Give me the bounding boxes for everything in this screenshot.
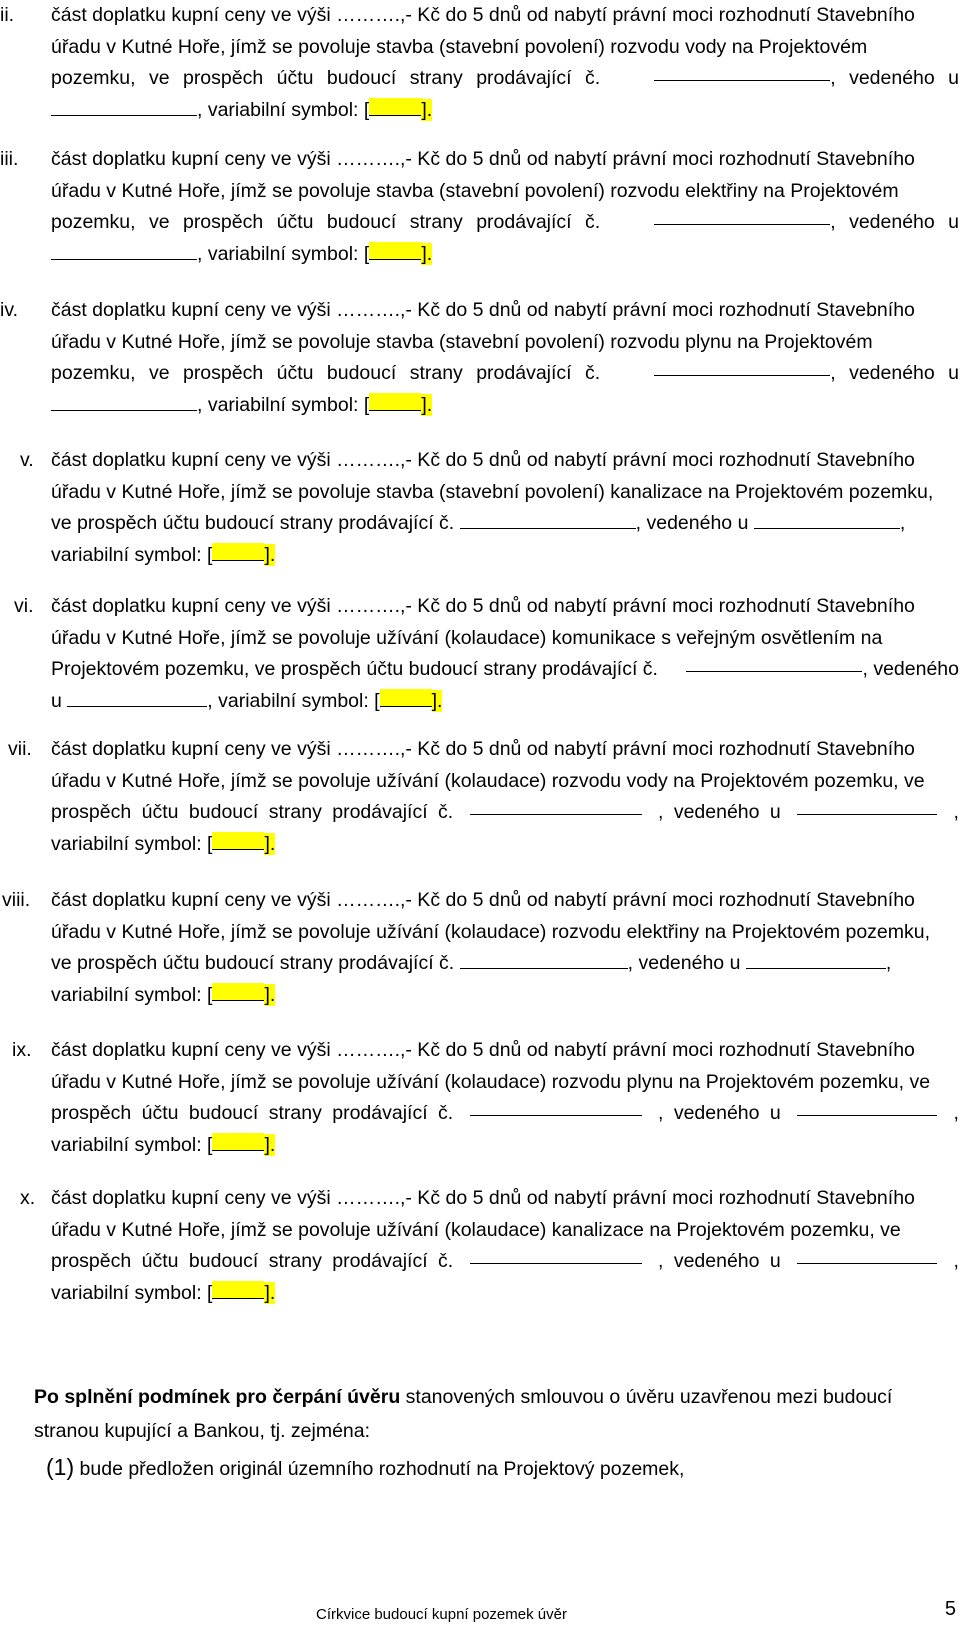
account-number-blank xyxy=(460,951,628,969)
clause-text-part: ]. xyxy=(421,393,433,416)
clause-text-part: ]. xyxy=(264,983,276,1006)
clause-line: část doplatku kupní ceny ve výši ……….,- Kč do 5 dnů od nabytí právní moci rozhodnutí Stavebního xyxy=(51,4,915,26)
bank-name-blank xyxy=(51,393,197,411)
clause-line: úřadu v Kutné Hoře, jímž se povoluje užívání (kolaudace) rozvodu plynu na Projektovém pozemku, ve xyxy=(51,1070,931,1093)
clause-text-part: ]. xyxy=(264,1281,276,1304)
clause-text-part: pozemku, ve prospěch účtu budoucí strany prodávající č. xyxy=(51,362,601,385)
clause-line: úřadu v Kutné Hoře, jímž se povoluje užívání (kolaudace) komunikace s veřejným osvětlením na xyxy=(51,626,883,649)
clause-text-part: variabilní symbol: [ xyxy=(51,543,213,566)
condition-item-1 xyxy=(46,1452,684,1484)
clause-line xyxy=(51,390,959,422)
clause-text xyxy=(51,445,959,571)
clause-line: část doplatku kupní ceny ve výši ……….,- Kč do 5 dnů od nabytí právní moci rozhodnutí Stavebního xyxy=(51,299,915,321)
variable-symbol-blank xyxy=(212,832,264,850)
blank-field xyxy=(600,358,959,390)
clause-text-part: , xyxy=(899,512,906,535)
clause-text-part: , vedeného u xyxy=(627,952,741,975)
variable-symbol-blank xyxy=(212,1281,264,1299)
paragraph-text: stanovených smlouvou o úvěru uzavřenou mezi budoucí xyxy=(400,1386,893,1408)
clause-line xyxy=(51,358,959,390)
clause-text-part: , vedeného u xyxy=(830,67,959,90)
clause-text-part: , variabilní symbol: [ xyxy=(197,98,370,121)
bank-name-blank xyxy=(797,1246,937,1264)
clause-text-part: variabilní symbol: [ xyxy=(51,1281,213,1304)
clause-text-part: , variabilní symbol: [ xyxy=(197,393,370,416)
variable-symbol-blank xyxy=(369,242,421,260)
clause-line: úřadu v Kutné Hoře, jímž se povoluje stavba (stavební povolení) rozvodu plynu na Projektovém xyxy=(51,330,873,353)
variable-symbol-blank xyxy=(212,1133,264,1151)
clause-number: viii. xyxy=(2,889,31,911)
clause-line xyxy=(51,829,959,861)
clause-text-part: , xyxy=(953,1102,959,1125)
clause-number: x. xyxy=(20,1187,36,1209)
bank-name-blank xyxy=(797,1098,937,1116)
bank-name-blank xyxy=(746,951,886,969)
clause-number: vi. xyxy=(14,595,34,617)
clause-line: úřadu v Kutné Hoře, jímž se povoluje užívání (kolaudace) rozvodu vody na Projektovém pozemku, ve xyxy=(51,769,925,792)
clause-text-part: , variabilní symbol: [ xyxy=(197,242,370,265)
account-number-blank xyxy=(470,1098,642,1116)
clause-text-part: , vedeného u xyxy=(830,362,959,385)
account-number-blank xyxy=(460,511,636,529)
clause-text-part: ]. xyxy=(421,242,433,265)
item-number: (1) xyxy=(46,1454,75,1480)
bold-heading: Po splnění podmínek pro čerpání úvěru xyxy=(34,1386,401,1408)
clause-line: část doplatku kupní ceny ve výši ……….,- Kč do 5 dnů od nabytí právní moci rozhodnutí Stavebního xyxy=(51,1187,915,1209)
clause-text-part: prospěch účtu budoucí strany prodávající č. xyxy=(51,1102,454,1125)
variable-symbol-blank xyxy=(369,98,421,116)
clause-text-part: ]. xyxy=(264,543,276,566)
clause-line xyxy=(51,207,959,239)
clause-text-part: , vedeného u xyxy=(658,1102,781,1125)
clause-line xyxy=(51,239,959,271)
clause-line: část doplatku kupní ceny ve výši ……….,- Kč do 5 dnů od nabytí právní moci rozhodnutí Stavebního xyxy=(51,738,915,760)
clause-line: úřadu v Kutné Hoře, jímž se povoluje stavba (stavební povolení) rozvodu elektřiny na Projektovém xyxy=(51,179,899,202)
clause-text-part: ]. xyxy=(264,1133,276,1156)
clause-text xyxy=(51,885,959,1011)
clause-text-part: , vedeného u xyxy=(635,512,749,535)
clause-text-part: ]. xyxy=(431,689,443,712)
clause-line: část doplatku kupní ceny ve výši ……….,- Kč do 5 dnů od nabytí právní moci rozhodnutí Stavebního xyxy=(51,889,915,911)
clause-line xyxy=(51,980,959,1012)
clause-text xyxy=(51,0,959,126)
clause-text-part: , xyxy=(885,952,892,975)
variable-symbol-blank xyxy=(212,543,264,561)
clause-line xyxy=(51,948,959,980)
clause-line: úřadu v Kutné Hoře, jímž se povoluje stavba (stavební povolení) kanalizace na Projektovém pozemku, xyxy=(51,480,934,503)
clause-number: v. xyxy=(20,449,34,471)
clause-text xyxy=(51,734,959,860)
account-number-blank xyxy=(470,1246,642,1264)
clause-line: část doplatku kupní ceny ve výši ……….,- Kč do 5 dnů od nabytí právní moci rozhodnutí Stavebního xyxy=(51,1039,915,1061)
clause-text-part: , vedeného u xyxy=(830,211,959,234)
clause-line xyxy=(51,797,959,829)
page-number: 5 xyxy=(944,1598,956,1620)
clause-line xyxy=(51,1246,959,1278)
clause-line: úřadu v Kutné Hoře, jímž se povoluje užívání (kolaudace) rozvodu elektřiny na Projektovém pozemku, xyxy=(51,920,931,943)
clause-text-part: prospěch účtu budoucí strany prodávající č. xyxy=(51,1250,454,1273)
clause-line xyxy=(51,686,959,718)
account-number-blank xyxy=(654,358,830,376)
clause-text xyxy=(51,295,959,421)
clause-text-part: variabilní symbol: [ xyxy=(51,1133,213,1156)
clause-text xyxy=(51,1183,959,1309)
clause-line xyxy=(51,95,959,127)
clause-text-part: u xyxy=(51,689,62,712)
clause-text-part: , vedeného xyxy=(862,658,959,681)
clause-line xyxy=(51,540,959,572)
bank-name-blank xyxy=(51,98,197,116)
blank-field xyxy=(600,207,959,239)
clause-text-part: pozemku, ve prospěch účtu budoucí strany prodávající č. xyxy=(51,67,601,90)
clause-text-part: ve prospěch účtu budoucí strany prodávající č. xyxy=(51,512,455,535)
clause-number: ii. xyxy=(0,4,15,26)
clause-text xyxy=(51,591,959,717)
clause-text-part: , vedeného u xyxy=(658,1250,781,1273)
clause-number: iv. xyxy=(0,299,19,321)
variable-symbol-blank xyxy=(212,983,264,1001)
account-number-blank xyxy=(470,797,642,815)
paragraph-text: stranou kupující a Bankou, tj. zejména: xyxy=(34,1420,371,1442)
clause-line: část doplatku kupní ceny ve výši ……….,- Kč do 5 dnů od nabytí právní moci rozhodnutí Stavebního xyxy=(51,449,915,471)
clause-text-part: ]. xyxy=(264,832,276,855)
bank-name-blank xyxy=(51,242,197,260)
account-number-blank xyxy=(654,207,830,225)
clause-line xyxy=(51,1098,959,1130)
clause-text-part: prospěch účtu budoucí strany prodávající č. xyxy=(51,801,454,824)
clause-text-part: , xyxy=(953,801,959,824)
clause-text-part: variabilní symbol: [ xyxy=(51,983,213,1006)
variable-symbol-blank xyxy=(369,393,421,411)
variable-symbol-blank xyxy=(380,689,432,707)
drawdown-conditions-paragraph xyxy=(34,1380,958,1448)
clause-text-part: pozemku, ve prospěch účtu budoucí strany prodávající č. xyxy=(51,211,601,234)
clause-line xyxy=(51,1278,959,1310)
footer-document-title: Církvice budoucí kupní pozemek úvěr xyxy=(316,1606,567,1623)
clause-line: úřadu v Kutné Hoře, jímž se povoluje stavba (stavební povolení) rozvodu vody na Projektovém xyxy=(51,35,868,58)
clause-line xyxy=(51,63,959,95)
clause-line: část doplatku kupní ceny ve výši ……….,- Kč do 5 dnů od nabytí právní moci rozhodnutí Stavebního xyxy=(51,595,915,617)
account-number-blank xyxy=(654,63,830,81)
clause-number: ix. xyxy=(12,1039,32,1061)
clause-line xyxy=(51,654,959,686)
item-text: bude předložen originál územního rozhodnutí na Projektový pozemek, xyxy=(74,1458,685,1480)
clause-line: úřadu v Kutné Hoře, jímž se povoluje užívání (kolaudace) kanalizace na Projektovém pozemku, ve xyxy=(51,1218,901,1241)
bank-name-blank xyxy=(797,797,937,815)
clause-text-part: ve prospěch účtu budoucí strany prodávající č. xyxy=(51,952,455,975)
clause-text xyxy=(51,144,959,270)
clause-text-part: , variabilní symbol: [ xyxy=(207,689,380,712)
clause-line xyxy=(51,508,959,540)
clause-text-part: , xyxy=(953,1250,959,1273)
clause-text xyxy=(51,1035,959,1161)
clause-number: vii. xyxy=(8,738,32,760)
bank-name-blank xyxy=(67,689,207,707)
clause-text-part: ]. xyxy=(421,98,433,121)
clause-text-part: Projektovém pozemku, ve prospěch účtu budoucí strany prodávající č. xyxy=(51,658,658,681)
bank-name-blank xyxy=(754,511,900,529)
blank-field xyxy=(600,63,959,95)
clause-text-part: , vedeného u xyxy=(658,801,781,824)
clause-number: iii. xyxy=(0,148,19,170)
blank-field xyxy=(658,654,959,686)
account-number-blank xyxy=(686,654,862,672)
clause-text-part: variabilní symbol: [ xyxy=(51,832,213,855)
clause-line: část doplatku kupní ceny ve výši ……….,- Kč do 5 dnů od nabytí právní moci rozhodnutí Stavebního xyxy=(51,148,915,170)
clause-line xyxy=(51,1130,959,1162)
